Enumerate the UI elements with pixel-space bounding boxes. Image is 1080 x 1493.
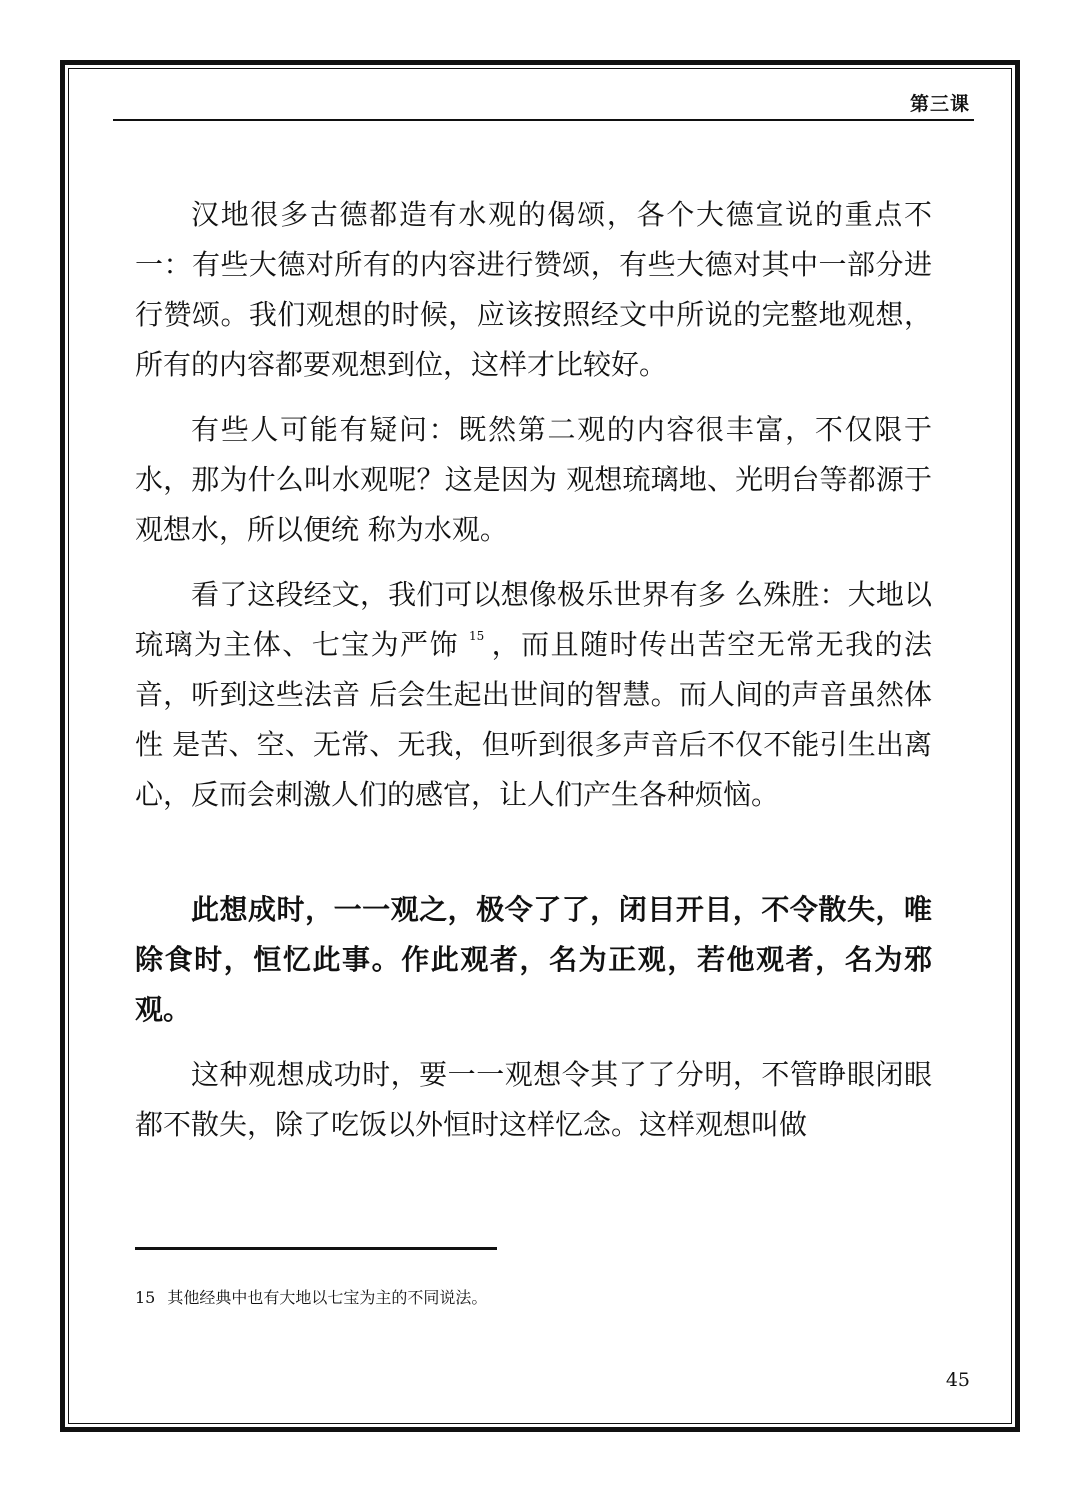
sutra-quote: 此想成时，一一观之，极令了了，闭目开目，不令散失，唯除食时，恒忆此事。作此观者，名为正观，若他观者，名为邪观。 (135, 893, 932, 1026)
footnote (135, 1287, 487, 1309)
footnote-number: 15 (135, 1288, 156, 1307)
footnote-text: 其他经典中也有大地以七宝为主的不同说法。 (167, 1288, 488, 1307)
chapter-title: 第三课 (909, 93, 970, 115)
main-text (135, 190, 932, 1165)
paragraph-2: 有些人可能有疑问：既然第二观的内容很丰富，不仅限于水，那为什么叫水观呢？这是因为 观想琉璃地、光明台等都源于观想水，所以便统 称为水观。 (135, 413, 932, 546)
paragraph-4: 这种观想成功时，要一一观想令其了了分明，不管睁眼闭眼都不散失，除了吃饭以外恒时这样忆念。这样观想叫做 (135, 1058, 932, 1141)
paragraph-3-text-a: 看了这段经文，我们可以想像极乐世界有多 么殊胜：大地以琉璃为主体、七宝为严饰 (135, 578, 932, 661)
paragraph-3-text-b: ，而且随时传出苦空无常无我的法音，听到这些法音 后会生起出世间的智慧。而人间的声音虽然体性 是苦、空、无常、无我，但听到很多声音后不仅不能引生出离心，反而会刺激人们的感官，让人们产生各种烦恼。 (135, 628, 932, 811)
header-divider (113, 119, 974, 121)
paragraph-1: 汉地很多古德都造有水观的偈颂，各个大德宣说的重点不一：有些大德对所有的内容进行赞颂，有些大德对其中一部分进行赞颂。我们观想的时候，应该按照经文中所说的完整地观想，所有的内容都要观想到位，这样才比较好。 (135, 198, 932, 381)
page-number: 45 (945, 1369, 970, 1391)
paragraph-3 (135, 570, 932, 820)
footnote-divider (135, 1247, 497, 1250)
footnote-reference[interactable]: 15 (468, 629, 485, 643)
